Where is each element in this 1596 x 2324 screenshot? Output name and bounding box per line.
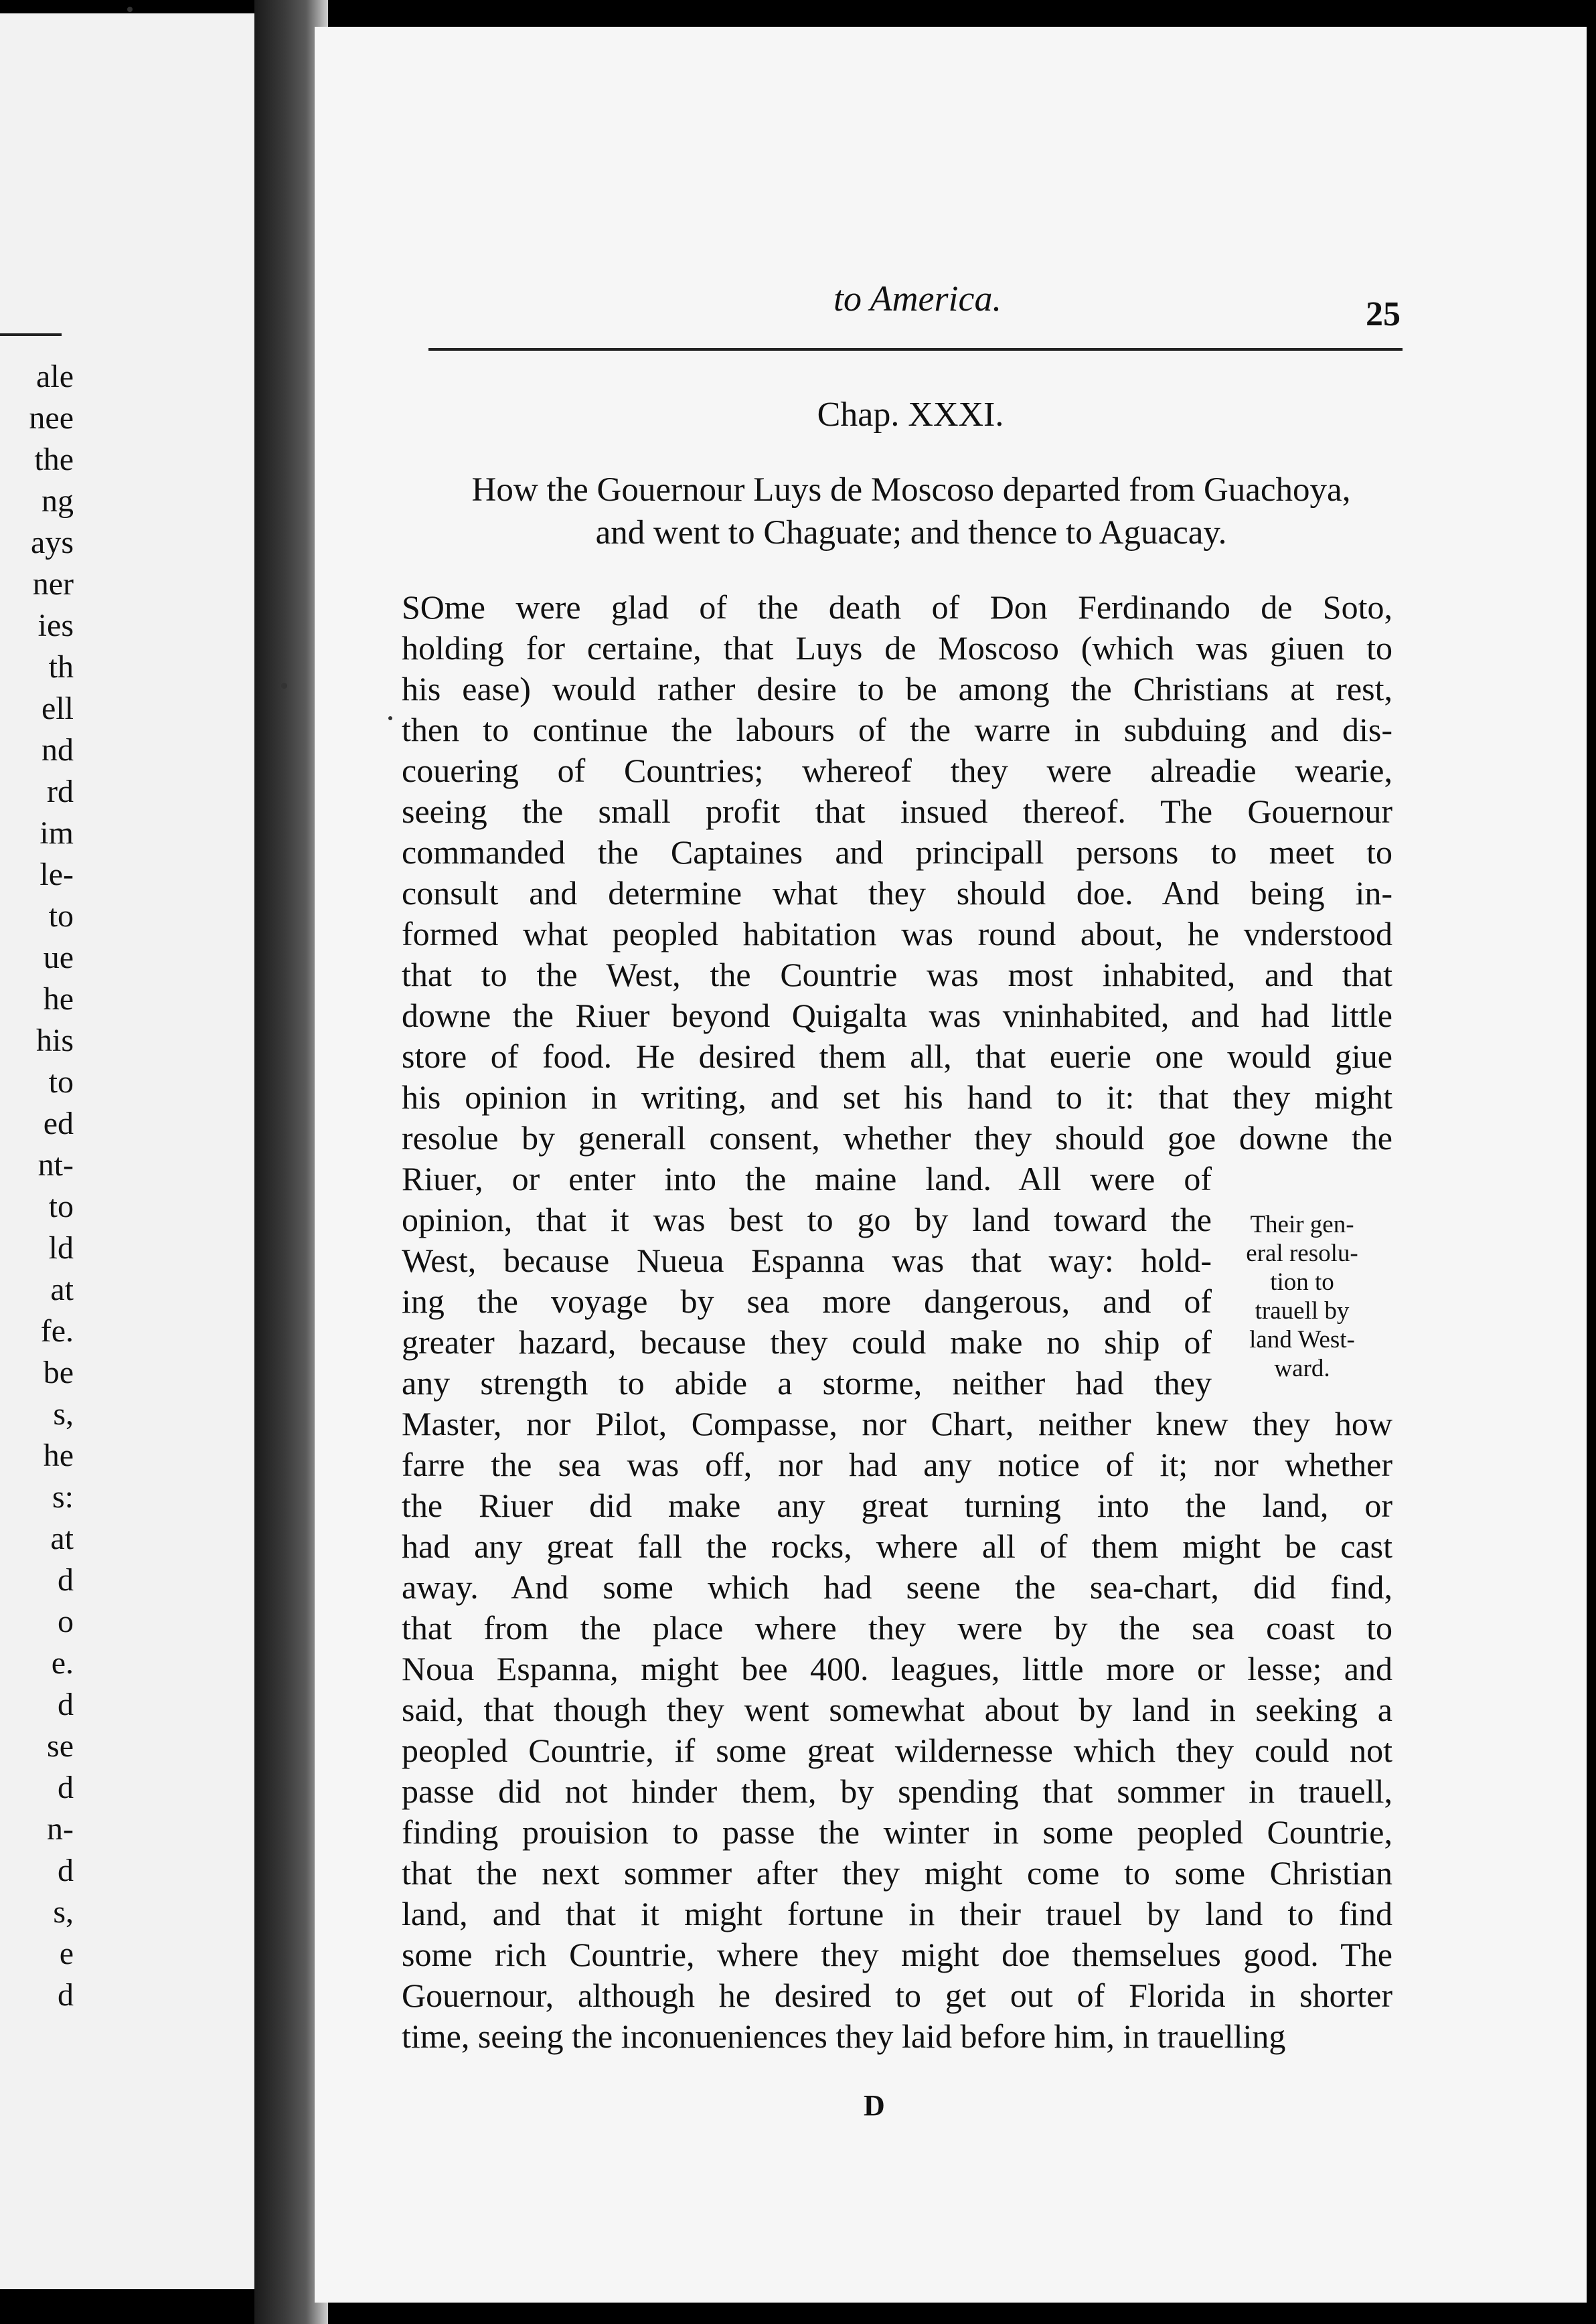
body-line: consult and determine what they should doe. And being in- bbox=[402, 874, 1392, 912]
facing-page-fragment-line: nt- bbox=[37, 1147, 74, 1183]
body-line: seeing the small profit that insued thereof. The Gouernour bbox=[402, 793, 1392, 830]
body-line: that the next sommer after they might come to some Christian bbox=[402, 1854, 1392, 1892]
facing-page-fragment-line: at bbox=[50, 1521, 74, 1556]
body-line: then to continue the labours of the warre in subduing and dis- bbox=[402, 711, 1392, 748]
body-line: Gouernour, although he desired to get out of Florida in shorter bbox=[402, 1977, 1392, 2014]
facing-page-fragment-line: ng bbox=[42, 483, 74, 519]
margin-note-line: ward. bbox=[1274, 1355, 1330, 1382]
facing-page-fragment-line: fe. bbox=[40, 1313, 74, 1349]
facing-page-fragment-line: ell bbox=[42, 691, 74, 726]
body-line: said, that though they went somewhat about by land in seeking a bbox=[402, 1691, 1392, 1728]
body-line: greater hazard, because they could make no ship of bbox=[402, 1323, 1212, 1361]
body-line: passe did not hinder them, by spending that sommer in trauell, bbox=[402, 1772, 1392, 1810]
body-line: downe the Riuer beyond Quigalta was vninhabited, and had little bbox=[402, 997, 1392, 1034]
body-line: any strength to abide a storme, neither had they bbox=[402, 1364, 1212, 1402]
facing-page-fragment-line: d bbox=[58, 1562, 74, 1598]
body-line: away. And some which had seene the sea-chart, did find, bbox=[402, 1568, 1392, 1606]
facing-page-fragment-line: ies bbox=[37, 608, 74, 643]
facing-page-fragment-line: he bbox=[43, 1438, 74, 1473]
signature-mark: D bbox=[864, 2089, 885, 2122]
facing-page-fragment-line: rd bbox=[47, 774, 74, 809]
body-line: ing the voyage by sea more dangerous, and of bbox=[402, 1282, 1212, 1320]
facing-page-rule bbox=[0, 333, 62, 336]
body-line: opinion, that it was best to go by land toward the bbox=[402, 1201, 1212, 1238]
body-line: land, and that it might fortune in their trauel by land to find bbox=[402, 1895, 1392, 1932]
body-line: his opinion in writing, and set his hand to it: that they might bbox=[402, 1078, 1392, 1116]
facing-page-fragment-line: ays bbox=[31, 525, 74, 560]
facing-page-fragment-line: s: bbox=[52, 1479, 74, 1515]
facing-page-fragment-line: e bbox=[59, 1936, 74, 1971]
body-line: commanded the Captaines and principall persons to meet to bbox=[402, 833, 1392, 871]
body-line: some rich Countrie, where they might doe themselues good. The bbox=[402, 1936, 1392, 1973]
facing-page-fragment-line: s, bbox=[53, 1894, 74, 1930]
chapter-title-line: How the Gouernour Luys de Moscoso departed from Guachoya, bbox=[471, 471, 1351, 509]
body-line: that to the West, the Countrie was most inhabited, and that bbox=[402, 956, 1392, 993]
page-number: 25 bbox=[1366, 295, 1401, 333]
body-line: farre the sea was off, nor had any notice of it; nor whether bbox=[402, 1446, 1392, 1483]
facing-page-fragment-line: d bbox=[58, 1770, 74, 1805]
body-line: Master, nor Pilot, Compasse, nor Chart, neither knew they how bbox=[402, 1405, 1392, 1442]
body-line: that from the place where they were by the sea coast to bbox=[402, 1609, 1392, 1647]
body-line: holding for certaine, that Luys de Moscoso (which was giuen to bbox=[402, 629, 1392, 667]
facing-page-fragment-line: d bbox=[58, 1977, 74, 2013]
facing-page-fragment bbox=[0, 13, 261, 2289]
margin-note-line: tion to bbox=[1270, 1268, 1334, 1296]
facing-page-fragment-line: ner bbox=[32, 566, 74, 602]
facing-page-fragment-line: e. bbox=[51, 1645, 74, 1681]
facing-page-fragment-line: his bbox=[35, 1023, 74, 1058]
chapter-title-line: and went to Chaguate; and thence to Aguacay. bbox=[595, 514, 1227, 552]
body-line: resolue by generall consent, whether they should goe downe the bbox=[402, 1119, 1392, 1157]
facing-page-fragment-line: to bbox=[48, 1189, 74, 1224]
body-line: the Riuer did make any great turning into the land, or bbox=[402, 1487, 1392, 1524]
margin-note-line: land West- bbox=[1249, 1326, 1355, 1353]
facing-page-fragment-line: to bbox=[48, 1064, 74, 1100]
facing-page-fragment-line: n- bbox=[47, 1811, 74, 1847]
body-line: Noua Espanna, might bee 400. leagues, little more or lesse; and bbox=[402, 1650, 1392, 1687]
facing-page-fragment-line: im bbox=[39, 815, 74, 851]
facing-page-fragment-line: ed bbox=[43, 1106, 74, 1141]
body-line: his ease) would rather desire to be among the Christians at rest, bbox=[402, 670, 1392, 708]
body-line: store of food. He desired them all, that euerie one would giue bbox=[402, 1038, 1392, 1075]
margin-note bbox=[1225, 1210, 1379, 1383]
facing-page-fragment-line: ue bbox=[43, 940, 74, 975]
facing-page-fragment-line: th bbox=[48, 649, 74, 685]
facing-page-fragment-line: d bbox=[58, 1687, 74, 1722]
facing-page-fragment-line: o bbox=[58, 1604, 74, 1639]
scan-speck bbox=[388, 716, 392, 720]
facing-page-fragment-line: d bbox=[58, 1853, 74, 1888]
chapter-heading: Chap. XXXI. bbox=[817, 396, 1004, 434]
chapter-title bbox=[426, 469, 1396, 554]
facing-page-text-fragments bbox=[0, 356, 74, 2016]
margin-note-line: Their gen- bbox=[1250, 1211, 1354, 1238]
scan-speck bbox=[281, 683, 287, 689]
body-line: West, because Nueua Espanna was that way: hold- bbox=[402, 1242, 1212, 1279]
body-line: formed what peopled habitation was round about, he vnderstood bbox=[402, 915, 1392, 952]
facing-page-fragment-line: be bbox=[43, 1355, 74, 1390]
margin-note-line: trauell by bbox=[1255, 1297, 1350, 1325]
body-line: finding prouision to passe the winter in some peopled Countrie, bbox=[402, 1813, 1392, 1851]
facing-page-fragment-line: at bbox=[50, 1272, 74, 1307]
facing-page-fragment-line: to bbox=[48, 898, 74, 934]
facing-page-fragment-line: nee bbox=[29, 400, 74, 436]
facing-page-fragment-line: the bbox=[34, 442, 74, 477]
facing-page-fragment-line: ld bbox=[48, 1230, 74, 1266]
facing-page-fragment-line: le- bbox=[39, 857, 74, 892]
body-line: Riuer, or enter into the maine land. All were of bbox=[402, 1160, 1212, 1197]
facing-page-fragment-line: se bbox=[47, 1728, 74, 1764]
facing-page-fragment-line: he bbox=[43, 981, 74, 1017]
facing-page-fragment-line: ale bbox=[36, 359, 74, 394]
body-line: time, seeing the inconueniences they laid before him, in trauelling bbox=[402, 2017, 1286, 2055]
running-head: to America. bbox=[833, 278, 1002, 319]
facing-page-fragment-line: nd bbox=[42, 732, 74, 768]
facing-page-fragment-line: s, bbox=[53, 1396, 74, 1432]
scan-speck bbox=[127, 7, 133, 12]
body-line: peopled Countrie, if some great wildernesse which they could not bbox=[402, 1732, 1392, 1769]
body-line: had any great fall the rocks, where all of them might be cast bbox=[402, 1527, 1392, 1565]
body-line: SOme were glad of the death of Don Ferdinando de Soto, bbox=[402, 588, 1392, 626]
body-line: couering of Countries; whereof they were alreadie wearie, bbox=[402, 752, 1392, 789]
margin-note-line: eral resolu- bbox=[1246, 1240, 1358, 1267]
header-rule bbox=[428, 348, 1403, 351]
